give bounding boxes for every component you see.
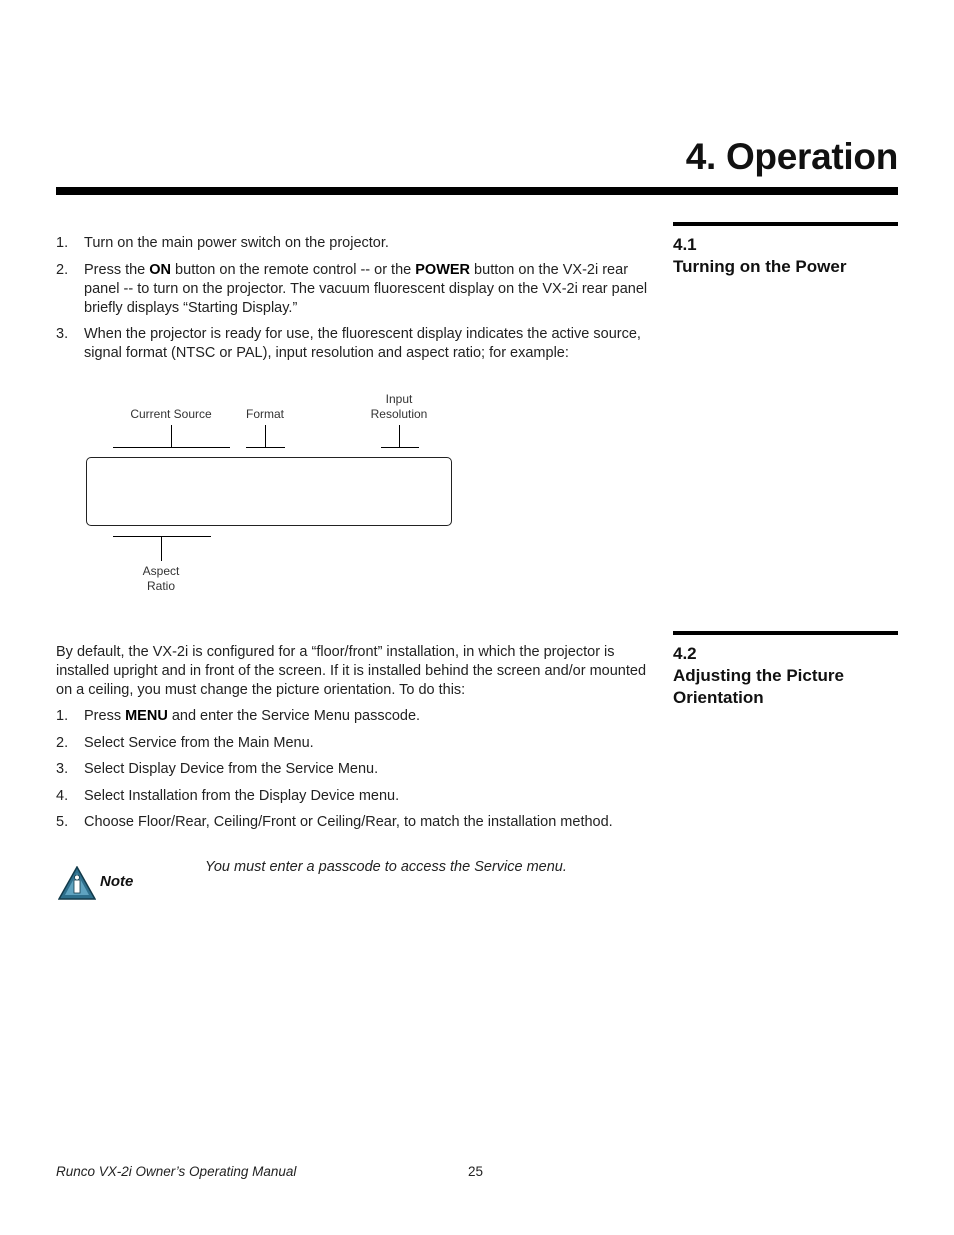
step-number: 2. bbox=[56, 735, 69, 751]
step-text: Select Display Device from the Service Menu. bbox=[84, 761, 379, 777]
bracket-format bbox=[246, 447, 285, 448]
chapter-rule bbox=[56, 187, 898, 195]
step-text: Turn on the main power switch on the projector. bbox=[84, 235, 389, 251]
step-number: 1. bbox=[56, 235, 69, 251]
footer-manual-title: Runco VX-2i Owner’s Operating Manual bbox=[56, 1164, 297, 1179]
step-text: Select Service from the Main Menu. bbox=[84, 735, 314, 751]
section-1-number: 4.1 bbox=[673, 235, 697, 254]
label-aspect-ratio-line1: Aspect bbox=[142, 564, 180, 578]
tick-aspect-ratio bbox=[161, 537, 162, 561]
bracket-aspect-ratio bbox=[113, 536, 211, 537]
section-2-title-line1: Adjusting the Picture bbox=[673, 666, 844, 685]
section-1-title: Turning on the Power bbox=[673, 257, 847, 276]
step-number: 4. bbox=[56, 788, 69, 804]
step-number: 5. bbox=[56, 814, 69, 830]
label-aspect-ratio bbox=[121, 564, 201, 594]
section-2-title-line2: Orientation bbox=[673, 688, 764, 707]
step-text: Select Installation from the Display Device menu. bbox=[84, 788, 400, 804]
step-number: 1. bbox=[56, 708, 69, 724]
label-input-resolution-line2: Resolution bbox=[370, 407, 428, 421]
bracket-input-resolution bbox=[381, 447, 419, 448]
step-text: Press MENU and enter the Service Menu passcode. bbox=[84, 708, 421, 724]
step-number: 3. bbox=[56, 761, 69, 777]
note-icon bbox=[58, 866, 96, 900]
section-1-heading bbox=[673, 234, 846, 278]
fluorescent-display-box bbox=[86, 457, 452, 526]
note-label: Note bbox=[100, 873, 134, 890]
bold-term: ON bbox=[149, 262, 172, 278]
label-current-source: Current Source bbox=[130, 407, 212, 421]
note-text: You must enter a passcode to access the Service menu. bbox=[205, 859, 567, 875]
step-text: Choose Floor/Rear, Ceiling/Front or Ceiling/Rear, to match the installation method. bbox=[84, 814, 613, 830]
step-number: 3. bbox=[56, 326, 69, 342]
bold-term: POWER bbox=[415, 262, 471, 278]
tick-input-resolution bbox=[399, 425, 400, 447]
step-number: 2. bbox=[56, 262, 69, 278]
tick-current-source bbox=[171, 425, 172, 447]
step-text: When the projector is ready for use, the fluorescent display indicates the active source, signal format (NTSC or PAL), input resolution and aspect ratio; for example: bbox=[84, 326, 641, 361]
bold-term: MENU bbox=[125, 708, 168, 724]
chapter-title: 4. Operation bbox=[685, 136, 898, 177]
section-2-heading bbox=[673, 643, 844, 709]
tick-format bbox=[265, 425, 266, 447]
page-number: 25 bbox=[468, 1164, 484, 1179]
section-1-rule bbox=[673, 222, 898, 226]
section-2-number: 4.2 bbox=[673, 644, 697, 663]
bracket-current-source bbox=[113, 447, 230, 448]
label-aspect-ratio-line2: Ratio bbox=[146, 579, 175, 593]
section-2-intro: By default, the VX-2i is configured for a “floor/front” installation, in which the projector is installed upright and in front of the screen. If it is installed behind the screen and/or mounted on a ceiling, you must change the picture orientation. To do this: bbox=[56, 644, 647, 698]
label-input-resolution-line1: Input bbox=[385, 392, 413, 406]
step-text: Press the ON button on the remote control -- or the POWER button on the VX-2i rear panel -- to turn on the projector. The vacuum fluorescent display on the VX-2i rear panel briefly displays “Starting Display.” bbox=[84, 262, 648, 316]
label-input-resolution bbox=[359, 392, 439, 422]
label-format: Format bbox=[245, 407, 284, 421]
section-2-rule bbox=[673, 631, 898, 635]
